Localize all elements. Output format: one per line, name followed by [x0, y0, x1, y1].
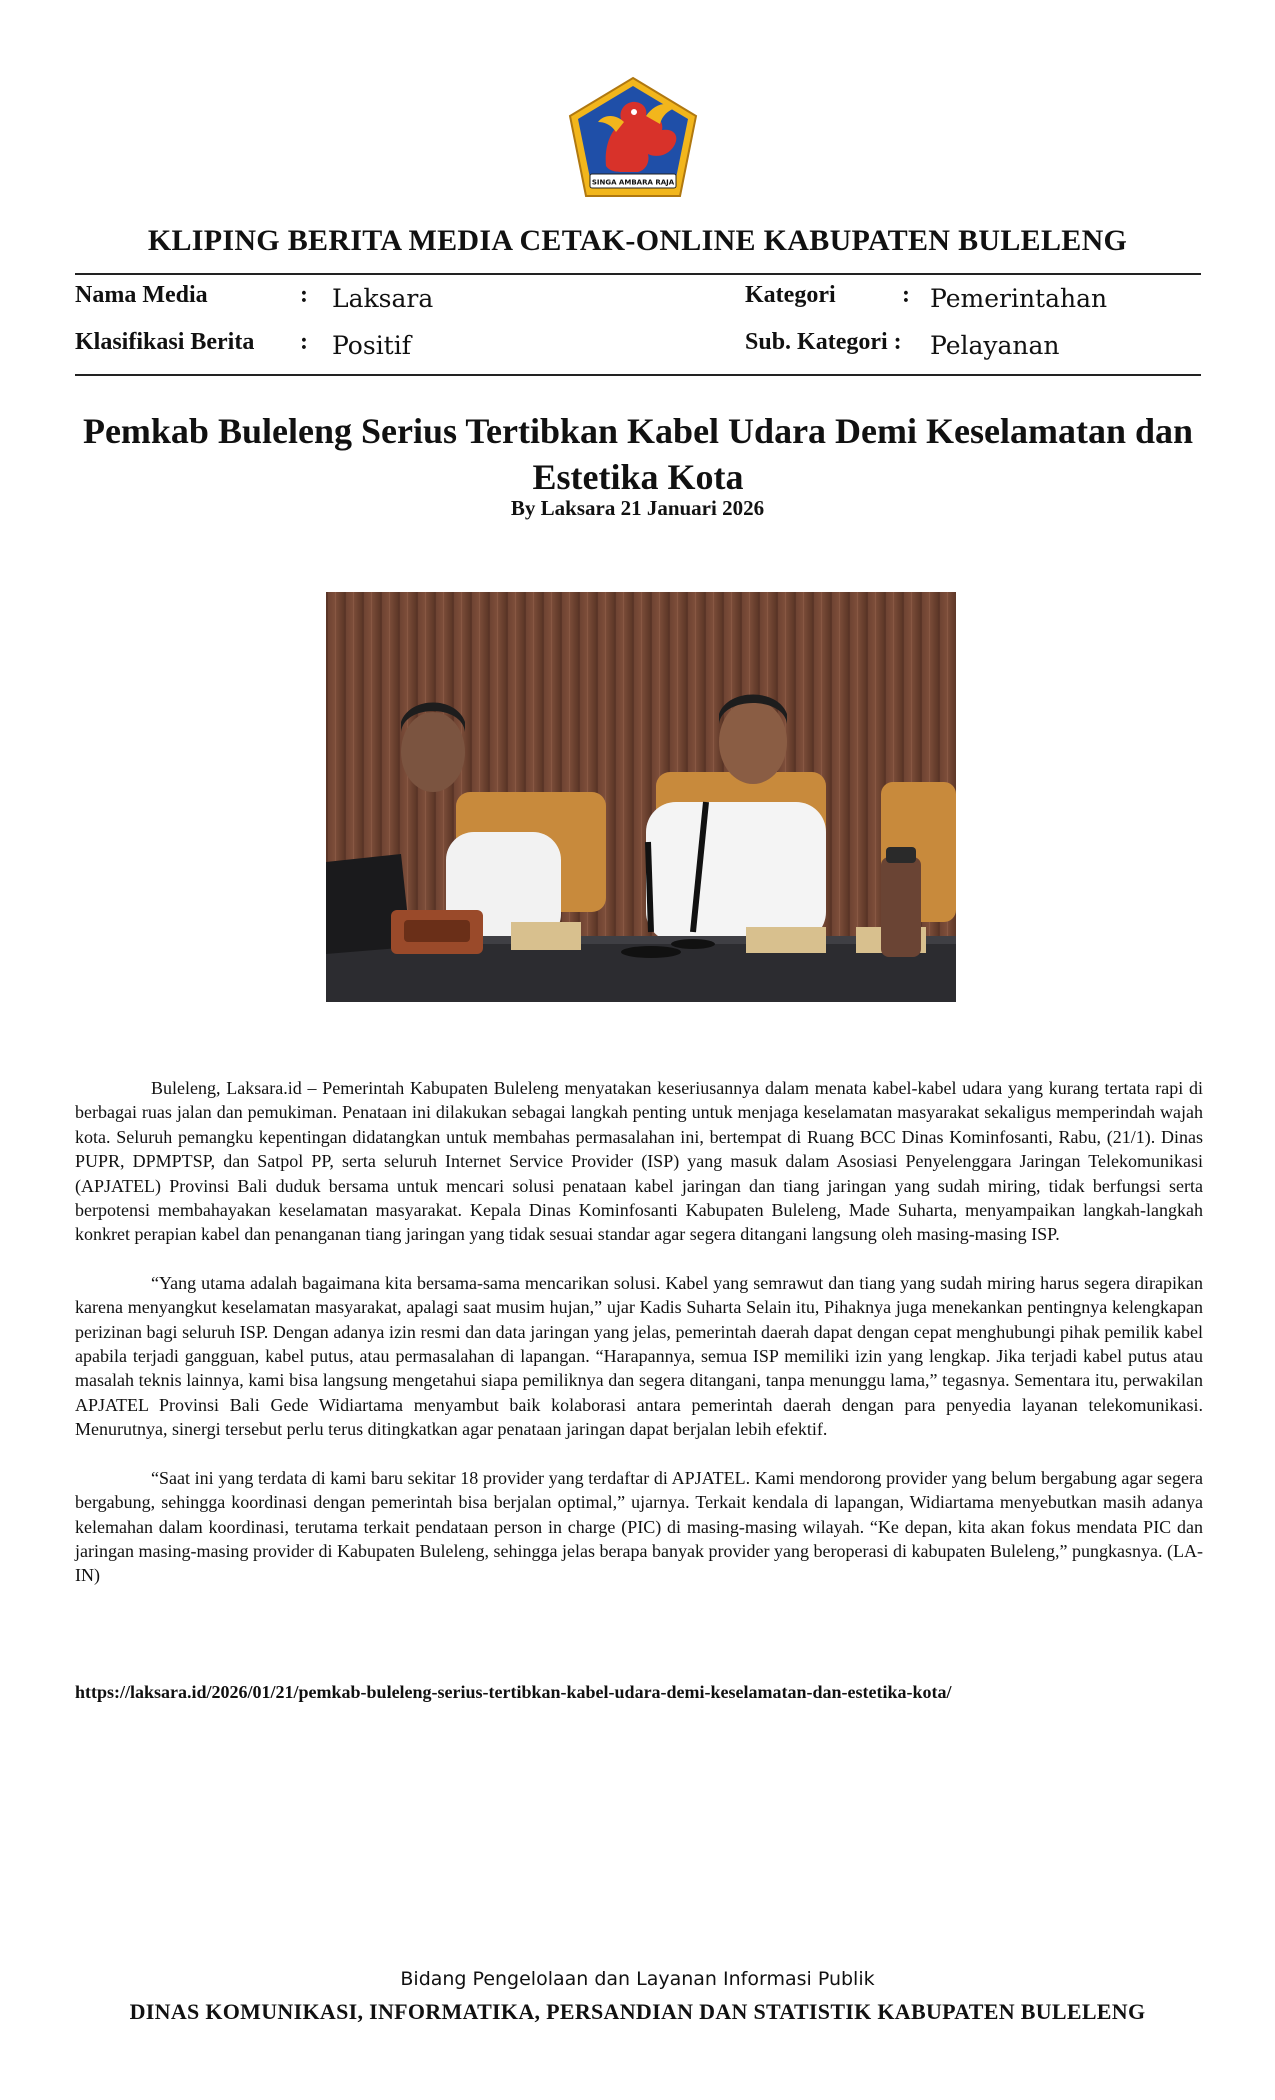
article-photo: [326, 592, 956, 1002]
footer-department: DINAS KOMUNIKASI, INFORMATIKA, PERSANDIAN DAN STATISTIK KABUPATEN BULELENG: [129, 1999, 1146, 2024]
article-paragraph-2: “Yang utama adalah bagaimana kita bersama-sama mencarikan solusi. Kabel yang semrawut dan tiang yang sudah miring harus segera dirapikan karena menyangkut keselamatan masyarakat, apalagi saat musim hujan,” ujar Kadis Suharta Selain itu, Pihaknya juga menekankan pentingnya kelengkapan perizinan bagi seluruh ISP. Dengan adanya izin resmi dan data jaringan yang jelas, pemerintah daerah dapat dengan cepat menghubungi pihak pemilik kabel apabila terjadi gangguan, kabel putus, atau permasalahan di lapangan. “Harapannya, semua ISP memiliki izin yang lengkap. Jika terjadi kabel putus atau masalah teknis lainnya, kami bisa langsung mengetahui siapa pemiliknya dan segera ditangani, tanpa menunggu lama,” tegasnya. Sementara itu, perwakilan APJATEL Provinsi Bali Gede Widiartama menyambut baik kolaborasi antara pemerintah daerah dengan para penyedia layanan telekomunikasi. Menurutnya, sinergi tersebut perlu terus ditingkatkan agar penataan jaringan dapat berjalan lebih efektif.: [75, 1272, 1203, 1440]
article-byline: By Laksara 21 Januari 2026: [510, 496, 765, 520]
sub-kategori-value: Pelayanan: [930, 331, 1060, 360]
kategori-value: Pemerintahan: [930, 284, 1108, 313]
article-paragraph-1: Buleleng, Laksara.id – Pemerintah Kabupaten Buleleng menyatakan keseriusannya dalam menata kabel-kabel udara yang kurang tertata rapi di berbagai ruas jalan dan pemukiman. Penataan ini dilakukan sebagai langkah penting untuk menjaga keselamatan masyarakat sekaligus memperindah wajah kota. Seluruh pemangku kepentingan didatangkan untuk membahas permasalahan ini, bertempat di Ruang BCC Dinas Kominfosanti, Rabu, (21/1). Dinas PUPR, DPMPTSP, dan Satpol PP, serta seluruh Internet Service Provider (ISP) yang masuk dalam Asosiasi Penyelenggara Jaringan Telekomunikasi (APJATEL) Provinsi Bali duduk bersama untuk mencari solusi penataan kabel jaringan dan tiang jaringan yang sudah miring, tidak berfungsi serta berpotensi membahayakan keselamatan masyarakat. Kepala Dinas Kominfosanti Kabupaten Buleleng, Made Suharta, menyampaikan langkah-langkah konkret perapian kabel dan penanganan tiang jaringan yang tidak sesuai standar agar segera ditangani langsung oleh masing-masing ISP.: [75, 1078, 1203, 1245]
footer-subtitle: Bidang Pengelolaan dan Layanan Informasi Publik: [400, 1968, 875, 1990]
bottom-divider: [75, 374, 1201, 376]
nama-media-value: Laksara: [332, 284, 434, 313]
clipping-header-title: KLIPING BERITA MEDIA CETAK-ONLINE KABUPATEN BULELENG: [147, 224, 1128, 257]
klasifikasi-value: Positif: [332, 331, 411, 360]
meta-nama-media: [75, 282, 635, 316]
top-divider: [75, 273, 1201, 275]
article-body: [75, 1076, 1203, 1612]
nama-media-label: Nama Media: [75, 282, 208, 308]
klasifikasi-colon: :: [300, 329, 308, 355]
sub-kategori-label: Sub. Kategori :: [745, 329, 902, 355]
meta-klasifikasi: [75, 329, 635, 363]
klasifikasi-label: Klasifikasi Berita: [75, 329, 255, 355]
article-paragraph-3: “Saat ini yang terdata di kami baru sekitar 18 provider yang terdaftar di APJATEL. Kami mendorong provider yang belum bergabung agar segera bergabung, sehingga koordinasi dengan pemerintah bisa berjalan optimal,” ujarnya. Terkait kendala di lapangan, Widiartama menyebutkan masih adanya kelemahan dalam koordinasi, terutama terkait pendataan person in charge (PIC) di masing-masing wilayah. “Ke depan, kita akan fokus mendata PIC dan jaringan masing-masing provider di Kabupaten Buleleng, sehingga jelas berapa banyak provider yang beroperasi di kabupaten Buleleng,” pungkasnya. (LA-IN): [75, 1467, 1203, 1586]
meta-kategori: [745, 282, 1201, 316]
meta-sub-kategori: [745, 329, 1201, 363]
article-title: Pemkab Buleleng Serius Tertibkan Kabel Udara Demi Keselamatan dan Estetika Kota: [82, 411, 1194, 497]
nama-media-colon: :: [300, 282, 308, 308]
kategori-colon: :: [902, 282, 910, 308]
kabupaten-buleleng-logo: [564, 74, 702, 202]
logo-text: SINGA AMBARA RAJA: [591, 178, 675, 187]
source-url: https://laksara.id/2026/01/21/pemkab-buleleng-serius-tertibkan-kabel-udara-demi-keselamatan-dan-estetika-kota/: [75, 1682, 952, 1702]
kategori-label: Kategori: [745, 282, 836, 308]
